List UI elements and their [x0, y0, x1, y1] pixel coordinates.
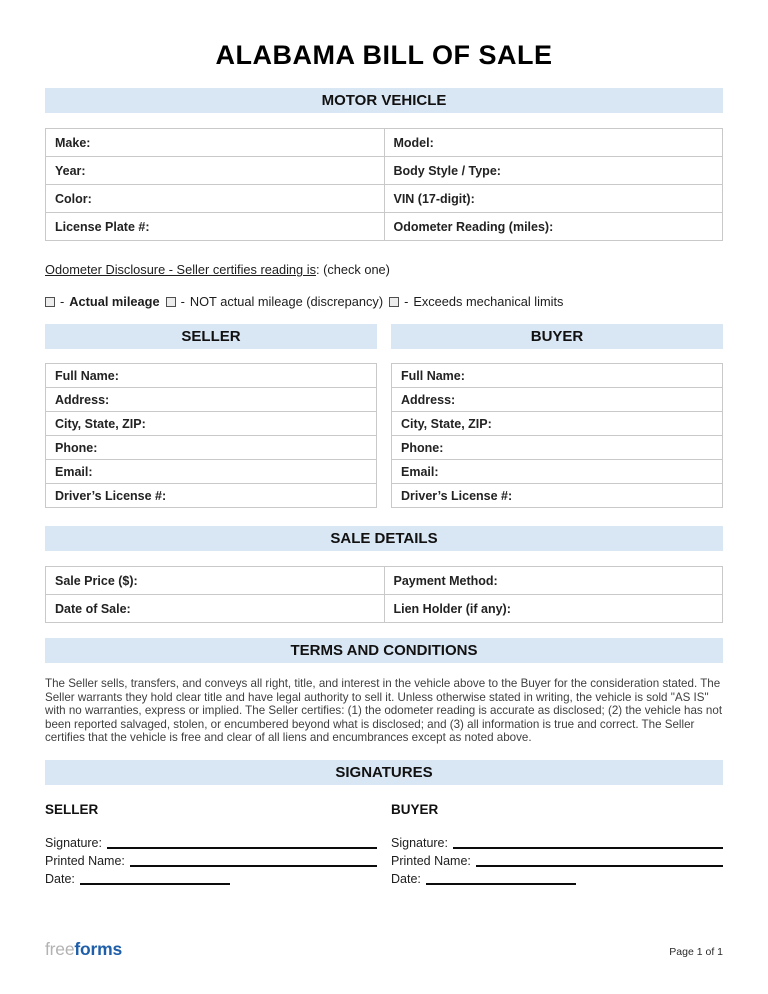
seller-signature-row	[45, 832, 377, 850]
buyer-field-address: Address:	[392, 388, 723, 412]
seller-date-line[interactable]	[80, 883, 230, 885]
section-header-seller: SELLER	[45, 324, 377, 349]
field-label-vin: VIN (17-digit):	[384, 185, 723, 213]
field-label-license-plate: License Plate #:	[46, 213, 385, 241]
seller-buyer-headers	[45, 324, 723, 349]
checkbox-actual-mileage[interactable]	[45, 297, 55, 307]
seller-signature-heading: SELLER	[45, 801, 99, 817]
buyer-printed-name-line[interactable]	[476, 865, 723, 867]
checkbox-exceeds-mechanical-limits[interactable]	[389, 297, 399, 307]
table-row	[46, 157, 723, 185]
table-row	[46, 129, 723, 157]
buyer-signature-heading: BUYER	[391, 801, 439, 817]
seller-field-drivers-license: Driver’s License #:	[46, 484, 377, 508]
separator-dash: -	[404, 294, 409, 309]
buyer-field-drivers-license: Driver’s License #:	[392, 484, 723, 508]
section-header-signatures: SIGNATURES	[45, 760, 723, 785]
seller-date-row	[45, 868, 377, 886]
buyer-date-row	[391, 868, 723, 886]
buyer-signature-block	[391, 802, 723, 886]
section-header-buyer: BUYER	[391, 324, 723, 349]
field-label-payment-method: Payment Method:	[384, 567, 723, 595]
buyer-signature-row	[391, 832, 723, 850]
buyer-printed-name-row	[391, 850, 723, 868]
section-header-terms: TERMS AND CONDITIONS	[45, 638, 723, 663]
seller-printed-name-label: Printed Name:	[45, 853, 125, 868]
seller-signature-block	[45, 802, 377, 886]
buyer-field-full-name: Full Name:	[392, 364, 723, 388]
field-label-lien-holder: Lien Holder (if any):	[384, 595, 723, 623]
odometer-option-not-actual	[166, 294, 383, 309]
logo-text-forms: forms	[74, 939, 122, 959]
buyer-field-phone: Phone:	[392, 436, 723, 460]
seller-field-full-name: Full Name:	[46, 364, 377, 388]
seller-table	[45, 363, 377, 508]
odometer-disclosure-heading	[45, 262, 723, 277]
table-row	[46, 412, 377, 436]
table-row	[392, 484, 723, 508]
section-header-sale-details: SALE DETAILS	[45, 526, 723, 551]
table-row	[46, 484, 377, 508]
section-header-motor-vehicle: MOTOR VEHICLE	[45, 88, 723, 113]
buyer-date-label: Date:	[391, 871, 421, 886]
signature-blocks	[45, 802, 723, 886]
buyer-printed-name-label: Printed Name:	[391, 853, 471, 868]
seller-date-label: Date:	[45, 871, 75, 886]
page-number: Page 1 of 1	[669, 946, 723, 958]
table-row	[46, 436, 377, 460]
table-row	[392, 436, 723, 460]
table-row	[392, 412, 723, 436]
table-row	[392, 388, 723, 412]
odometer-disclosure-label: Odometer Disclosure - Seller certifies reading is	[45, 262, 316, 277]
table-row	[46, 185, 723, 213]
field-label-model: Model:	[384, 129, 723, 157]
seller-field-phone: Phone:	[46, 436, 377, 460]
option-label-exceeds-mechanical-limits: Exceeds mechanical limits	[413, 294, 564, 309]
option-label-actual-mileage: Actual mileage	[69, 294, 160, 309]
buyer-signature-rows	[391, 832, 723, 886]
field-label-date-of-sale: Date of Sale:	[46, 595, 385, 623]
odometer-options-row	[45, 294, 723, 309]
seller-printed-name-line[interactable]	[130, 865, 377, 867]
seller-field-email: Email:	[46, 460, 377, 484]
page-footer	[45, 939, 723, 960]
odometer-disclosure-suffix: : (check one)	[315, 262, 390, 277]
odometer-option-exceeds-limits	[389, 294, 563, 309]
table-row	[46, 364, 377, 388]
table-row	[46, 567, 723, 595]
option-label-not-actual-mileage: NOT actual mileage (discrepancy)	[189, 294, 384, 309]
field-label-color: Color:	[46, 185, 385, 213]
sale-details-table	[45, 566, 723, 623]
buyer-table	[391, 363, 723, 508]
buyer-signature-line[interactable]	[453, 847, 723, 849]
seller-printed-name-row	[45, 850, 377, 868]
buyer-signature-label: Signature:	[391, 835, 448, 850]
seller-signature-line[interactable]	[107, 847, 377, 849]
separator-dash: -	[180, 294, 185, 309]
field-label-odometer-reading: Odometer Reading (miles):	[384, 213, 723, 241]
field-label-year: Year:	[46, 157, 385, 185]
seller-signature-rows	[45, 832, 377, 886]
table-row	[46, 595, 723, 623]
separator-dash: -	[60, 294, 65, 309]
table-row	[392, 460, 723, 484]
table-row	[46, 460, 377, 484]
seller-field-city-state-zip: City, State, ZIP:	[46, 412, 377, 436]
table-row	[46, 388, 377, 412]
field-label-sale-price: Sale Price ($):	[46, 567, 385, 595]
field-label-make: Make:	[46, 129, 385, 157]
buyer-field-city-state-zip: City, State, ZIP:	[392, 412, 723, 436]
buyer-field-email: Email:	[392, 460, 723, 484]
logo-text-free: free	[45, 939, 75, 959]
terms-and-conditions-text: The Seller sells, transfers, and conveys all right, title, and interest in the vehicle above to the Buyer for the consideration stated. The Seller warrants they hold clear title and have legal authority to sell it. Unless otherwise stated in writing, the vehicle is sold "AS IS" with no warranties, express or implied. The Seller certifies: (1) the odometer reading is accurate as disclosed; (2) the vehicle has not been reported salvaged, stolen, or encumbered beyond what is disclosed; and (3) all information is true and correct. The Seller certifies that the vehicle is free and clear of all liens and encumbrances except as noted above.	[45, 677, 723, 745]
page-title: ALABAMA BILL OF SALE	[215, 40, 553, 70]
seller-signature-label: Signature:	[45, 835, 102, 850]
odometer-option-actual-mileage	[45, 294, 160, 309]
table-row	[392, 364, 723, 388]
field-label-body-style: Body Style / Type:	[384, 157, 723, 185]
seller-field-address: Address:	[46, 388, 377, 412]
table-row	[46, 213, 723, 241]
freeforms-logo	[45, 939, 122, 960]
checkbox-not-actual-mileage[interactable]	[166, 297, 176, 307]
motor-vehicle-table	[45, 128, 723, 241]
buyer-date-line[interactable]	[426, 883, 576, 885]
seller-buyer-tables	[45, 363, 723, 508]
